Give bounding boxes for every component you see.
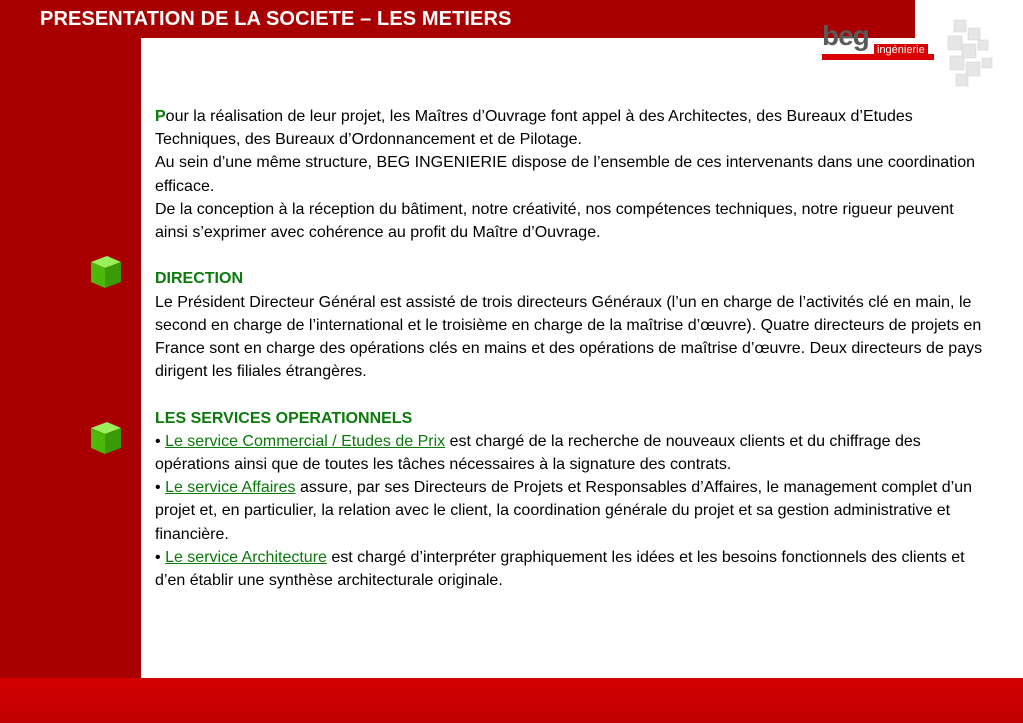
logo-brand: beg <box>822 20 869 51</box>
bullet: • <box>155 548 161 566</box>
intro-paragraph <box>155 105 985 151</box>
service-architecture-link[interactable]: Le service Architecture <box>165 548 327 566</box>
bullet: • <box>155 479 161 497</box>
service-item <box>155 546 985 592</box>
intro-text: our la réalisation de leur projet, les Maîtres d’Ouvrage font appel à des Architectes, des Bureaux d’Etudes Techniques, des Bureaux d’Ordonnancement et de Pilotage. <box>155 108 913 149</box>
direction-heading: DIRECTION <box>155 270 243 288</box>
service-text: est chargé d’interpréter graphiquement les idées et les besoins fonctionnels des clients et d’en établir une synthèse architecturale originale. <box>155 548 965 590</box>
page-title: PRESENTATION DE LA SOCIETE – LES METIERS <box>40 8 512 30</box>
intro-conception-text: De la conception à la réception du bâtiment, notre créativité, nos compétences techniques, notre rigueur peuvent ainsi s’exprimer avec cohérence au profit du Maître d’Ouvrage. <box>155 200 954 242</box>
services-heading: LES SERVICES OPERATIONNELS <box>155 409 413 427</box>
service-text: assure, par ses Directeurs de Projets et Responsables d’Affaires, le management complet d’un projet et, en particulier, la relation avec le client, la coordination générale du projet et sa gestion administrative et financière. <box>155 479 972 543</box>
footer-bar <box>0 678 1023 723</box>
left-sidebar <box>0 0 141 678</box>
intro-first-letter: P <box>155 108 166 125</box>
service-commercial-link[interactable]: Le service Commercial / Etudes de Prix <box>165 432 446 450</box>
service-item <box>155 476 985 546</box>
logo-subtitle: ingénierie <box>874 44 928 57</box>
logo-cubes-icon <box>940 18 1000 88</box>
green-cube-icon <box>87 420 123 456</box>
service-text: est chargé de la recherche de nouveaux clients et du chiffrage des opérations ainsi que de toutes les tâches nécessaires à la signature des contrats. <box>155 432 921 474</box>
main-content <box>155 105 985 592</box>
service-affaires-link[interactable]: Le service Affaires <box>165 479 296 497</box>
service-item <box>155 430 985 476</box>
green-cube-icon <box>87 254 123 290</box>
intro-structure-text: Au sein d’une même structure, BEG INGENIERIE dispose de l’ensemble de ces intervenants dans une coordination efficace. <box>155 154 975 195</box>
bullet: • <box>155 432 161 450</box>
direction-text: Le Président Directeur Général est assisté de trois directeurs Généraux (l’un en charge de l’activités clé en main, le second en charge de l’international et le troisième en charge de la maîtrise d’œuvre). Quatre directeurs de projets en France sont en charge des opérations clés en mains et des opérations de maîtrise d’œuvre. Deux directeurs de pays dirigent les filiales étrangères. <box>155 293 983 381</box>
company-logo <box>822 20 934 64</box>
